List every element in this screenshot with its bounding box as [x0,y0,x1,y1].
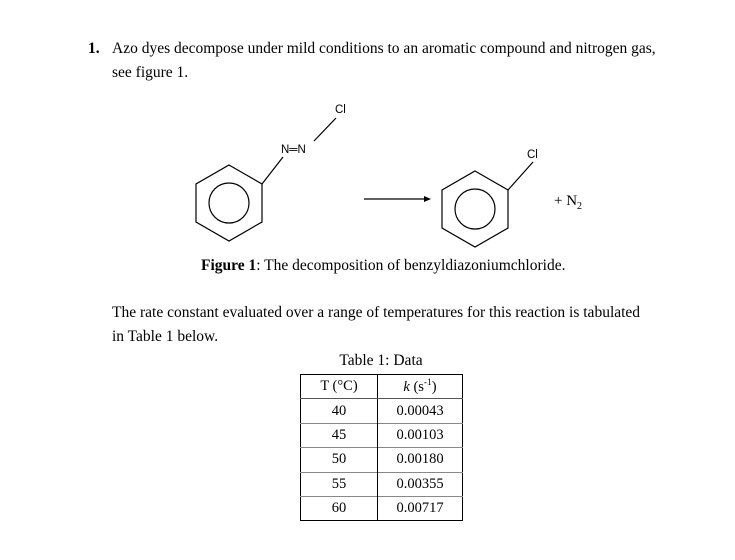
temperature-cell: 55 [301,472,378,496]
rate-constant-cell: 0.00717 [378,496,463,520]
header-k-close: ) [431,378,437,395]
ring-to-azo-bond [262,157,283,184]
product-chlorine-label: Cl [527,149,538,161]
rate-constant-cell: 0.00355 [378,472,463,496]
product-benzene-ring [442,171,508,247]
figure-caption [201,257,565,275]
temperature-cell: 60 [301,496,378,520]
ring-to-cl-bond [508,162,533,190]
temperature-cell: 50 [301,448,378,472]
table-row [301,448,463,472]
question-text-line-1: Azo dyes decompose under mild conditions to an aromatic compound and nitrogen gas, [112,40,656,57]
temperature-cell: 40 [301,399,378,423]
question-number: 1. [88,40,100,57]
reactant-chlorine-label: Cl [335,104,346,116]
table-row [301,399,463,423]
figure-label: Figure 1 [201,257,257,274]
header-k-unit: (s [409,378,424,395]
table-row [301,423,463,447]
header-k-exponent: -1 [423,377,432,388]
rate-constant-cell: 0.00103 [378,423,463,447]
reactant-benzene-ring [196,165,262,241]
header-temperature: T (°C) [301,375,378,399]
temperature-cell: 45 [301,423,378,447]
azo-group-label: N═N [281,144,306,156]
table-row [301,472,463,496]
table-title: Table 1: Data [339,352,423,369]
rate-constant-cell: 0.00180 [378,448,463,472]
paragraph-line-1: The rate constant evaluated over a range of temperatures for this reaction is tabulated [112,304,641,321]
reaction-arrow [364,196,431,202]
header-rate-constant [378,375,463,399]
table-header-row [301,375,463,399]
figure-caption-text: : The decomposition of benzyldiazoniumchloride. [256,257,566,274]
paragraph-line-2: in Table 1 below. [112,328,219,345]
header-k-symbol: k [403,378,410,395]
data-table [300,374,463,521]
question-text-line-2: see figure 1. [112,64,189,81]
rate-constant-cell: 0.00043 [378,399,463,423]
azo-to-cl-bond [314,118,336,141]
reaction-scheme [0,90,735,250]
table-row [301,496,463,520]
nitrogen-product-label: + $N_2$ [554,193,583,212]
